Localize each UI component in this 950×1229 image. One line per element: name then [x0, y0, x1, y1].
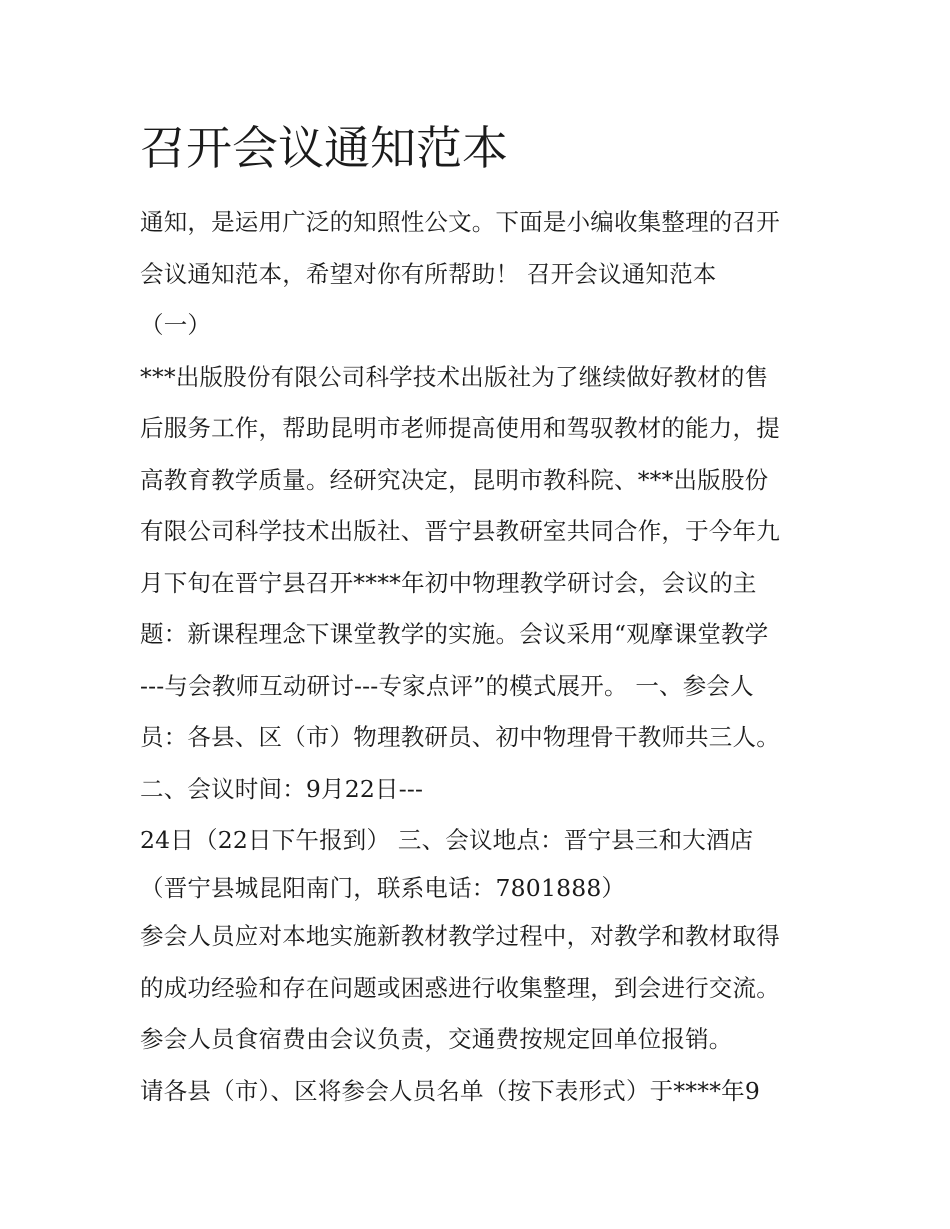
- body-line: 参会人员应对本地实施新教材教学过程中，对教学和教材取得: [140, 922, 780, 950]
- body-line: 有限公司科学技术出版社、晋宁县教研室共同合作，于今年九: [140, 517, 780, 545]
- document-title: 召开会议通知范本: [140, 121, 508, 175]
- body-line: 24日（22日下午报到） 三、会议地点：晋宁县三和大酒店: [140, 826, 754, 854]
- body-line: 请各县（市）、区将参会人员名单（按下表形式）于****年9: [140, 1076, 761, 1105]
- body-line: 二、会议时间：9月22日---: [140, 774, 424, 803]
- body-line: 通知，是运用广泛的知照性公文。下面是小编收集整理的召开: [140, 208, 780, 236]
- body-line: 会议通知范本，希望对你有所帮助！ 召开会议通知范本: [140, 259, 717, 288]
- body-line: 的成功经验和存在问题或困惑进行收集整理，到会进行交流。: [140, 973, 780, 1002]
- body-line: 参会人员食宿费由会议负责，交通费按规定回单位报销。: [140, 1025, 733, 1053]
- body-line: （晋宁县城昆阳南门，联系电话：7801888）: [140, 874, 626, 902]
- body-line: 题：新课程理念下课堂教学的实施。会议采用“观摩课堂教学: [140, 620, 769, 648]
- body-line: 后服务工作，帮助昆明市老师提高使用和驾驭教材的能力，提: [140, 414, 780, 442]
- body-line: 月下旬在晋宁县召开****年初中物理教学研讨会，会议的主: [140, 568, 757, 597]
- body-line: 员：各县、区（市）物理教研员、初中物理骨干教师共三人。: [140, 723, 780, 751]
- body-line: 高教育教学质量。经研究决定，昆明市教科院、***出版股份: [140, 465, 769, 494]
- document-body: [140, 200, 820, 1120]
- body-line: ---与会教师互动研讨---专家点评”的模式展开。 一、参会人: [140, 671, 754, 700]
- body-line: ***出版股份有限公司科学技术出版社为了继续做好教材的售: [140, 362, 769, 391]
- body-line: （一）: [140, 311, 212, 339]
